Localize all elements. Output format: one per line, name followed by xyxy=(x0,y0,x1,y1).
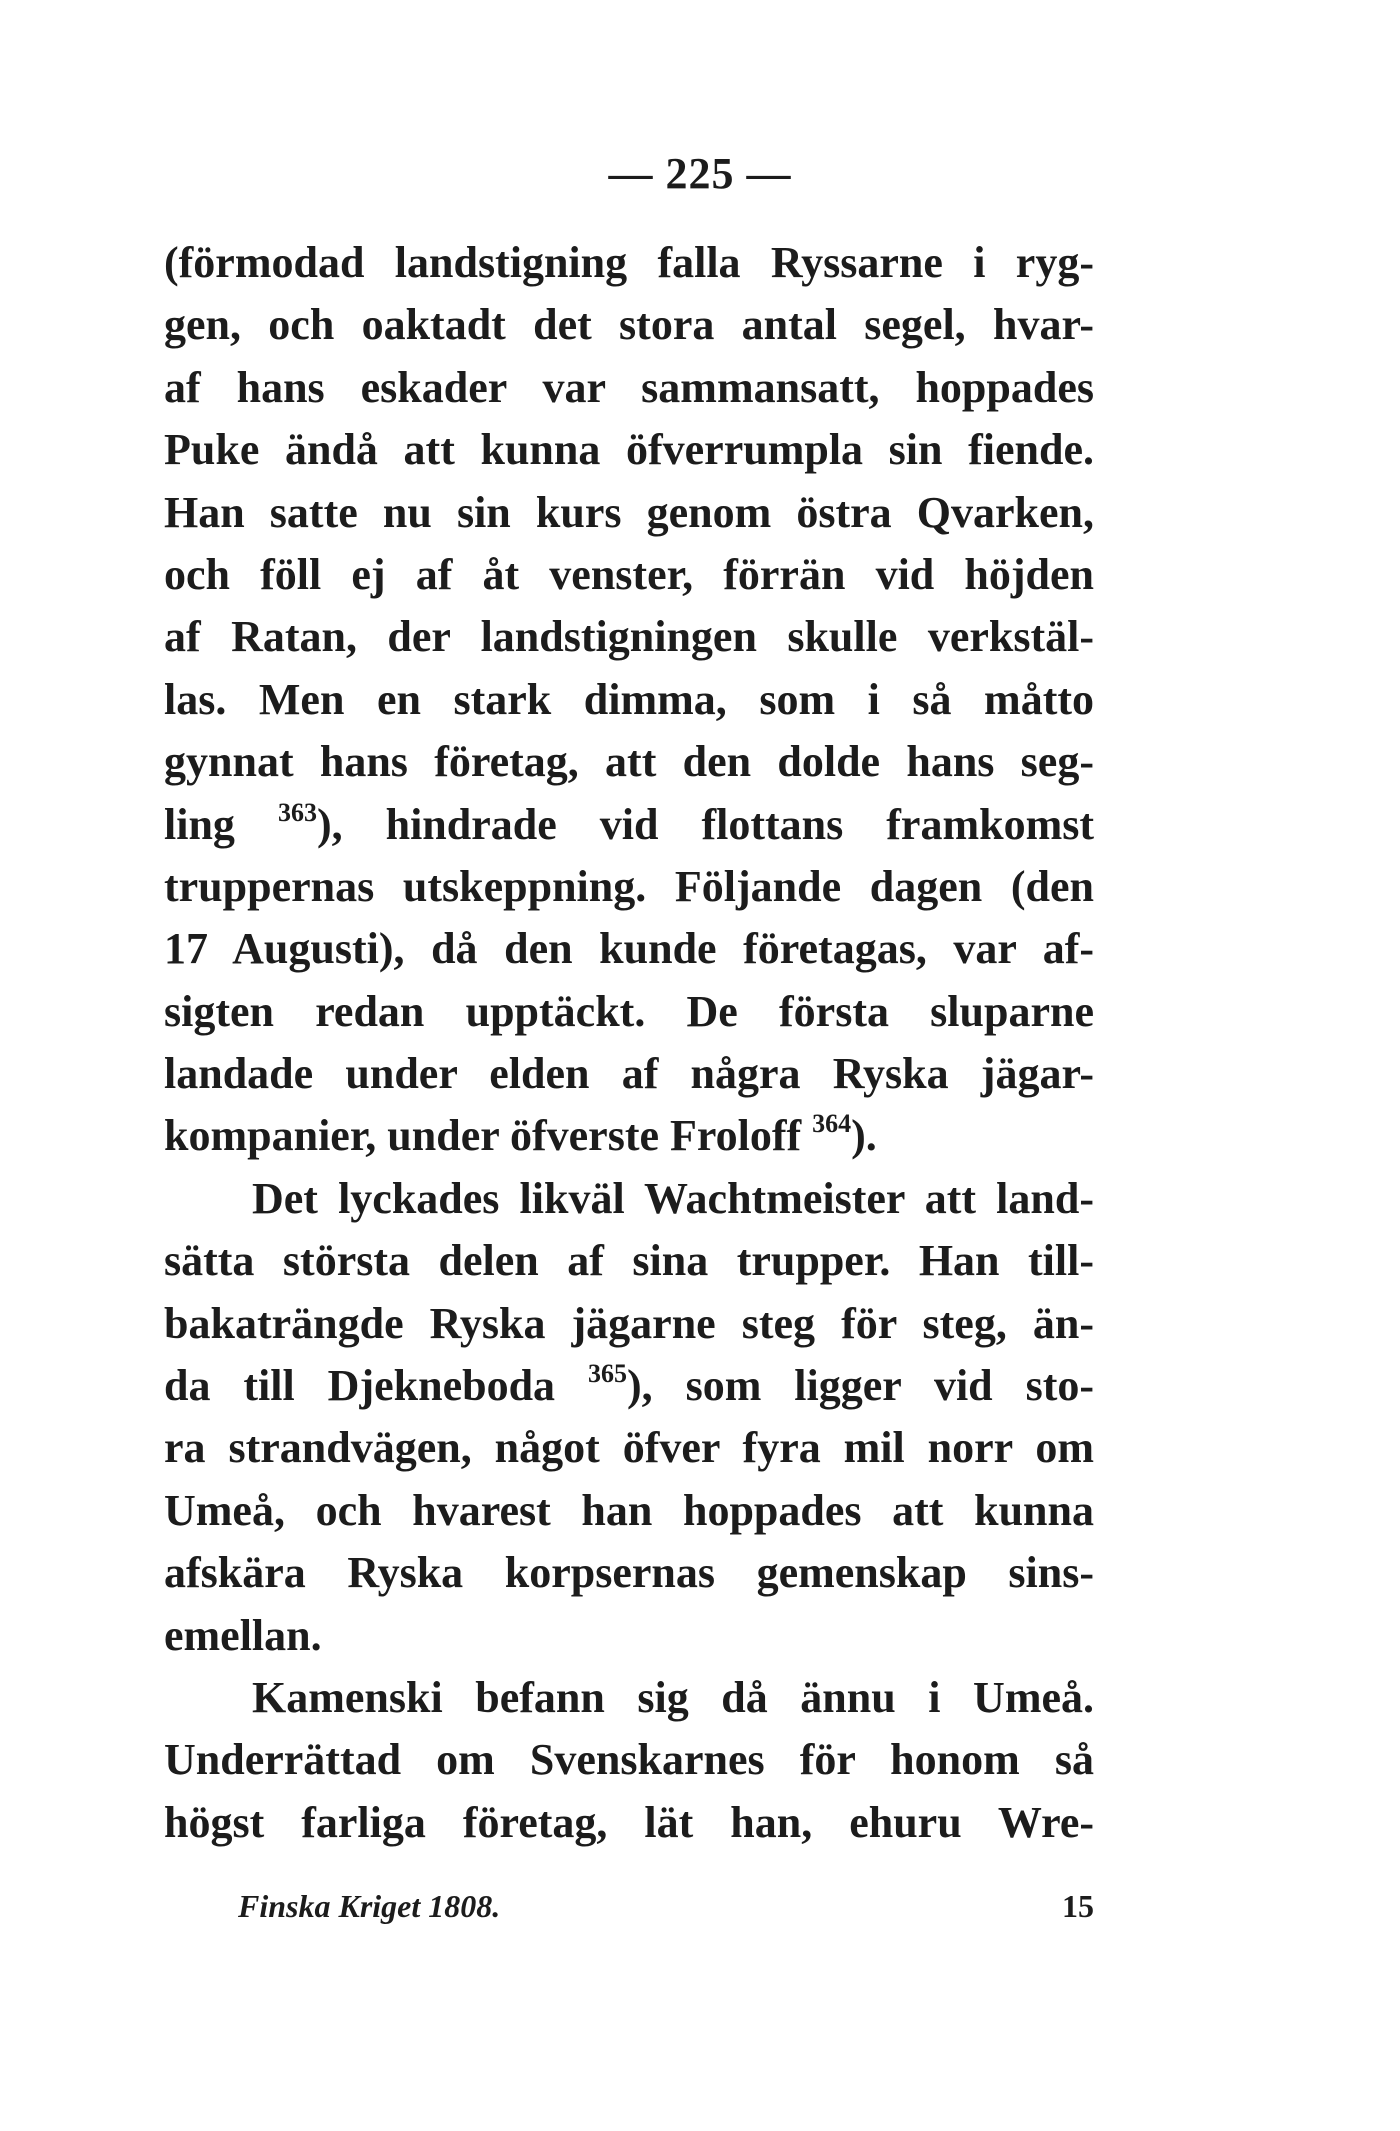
text-line: gen, och oaktadt det stora antal segel, hvar- xyxy=(164,300,1094,350)
text-line: sigten redan upptäckt. De första sluparne xyxy=(164,986,1094,1036)
text-line: sätta största delen af sina trupper. Han till- xyxy=(164,1236,1094,1286)
text-fragment: da till Djekneboda xyxy=(164,1361,556,1411)
page-number: — 225 — xyxy=(608,149,792,198)
text-line: landade under elden af några Ryska jägar- xyxy=(164,1049,1094,1099)
paragraph-start-line: Kamenski befann sig då ännu i Umeå. xyxy=(252,1672,1094,1722)
text-line: (förmodad landstigning falla Ryssarne i ryg- xyxy=(164,238,1094,287)
text-line: bakaträngde Ryska jägarne steg för steg, än- xyxy=(164,1298,1094,1348)
text-fragment: kompanier, under öfverste Froloff xyxy=(164,1111,802,1161)
footnote-reference: 365 xyxy=(587,1359,627,1389)
text-line: Umeå, och hvarest han hoppades att kunna xyxy=(164,1485,1094,1535)
text-line: och föll ej af åt venster, förrän vid höjden xyxy=(164,549,1094,599)
page-footer xyxy=(164,1888,1094,1938)
text-line-with-footnote xyxy=(164,1105,1094,1167)
text-fragment: ). xyxy=(851,1111,877,1161)
text-line: Underrättad om Svenskarnes för honom så xyxy=(164,1735,1094,1785)
book-title: Finska Kriget 1808. xyxy=(238,1888,501,1924)
text-line: emellan. xyxy=(164,1610,322,1660)
text-line: las. Men en stark dimma, som i så måtto xyxy=(164,674,1094,724)
text-line: gynnat hans företag, att den dolde hans seg- xyxy=(164,737,1094,787)
footnote-reference: 363 xyxy=(277,797,317,827)
body-text xyxy=(164,232,1094,1854)
text-line: af Ratan, der landstigningen skulle verkstäl- xyxy=(164,612,1094,662)
signature-mark: 15 xyxy=(1062,1888,1094,1924)
text-line: afskära Ryska korpsernas gemenskap sins- xyxy=(164,1548,1094,1598)
text-line-with-footnote xyxy=(164,794,1094,856)
text-line: truppernas utskeppning. Följande dagen (den xyxy=(164,861,1094,911)
text-line: af hans eskader var sammansatt, hoppades xyxy=(164,362,1094,412)
text-line: högst farliga företag, lät han, ehuru Wre- xyxy=(164,1797,1094,1847)
footnote-reference: 364 xyxy=(812,1109,852,1139)
text-fragment: ), hindrade vid flottans framkomst xyxy=(316,799,1094,849)
text-fragment: ling xyxy=(164,799,235,849)
text-fragment: ), som ligger vid sto- xyxy=(626,1361,1094,1411)
text-line: Han satte nu sin kurs genom östra Qvarken, xyxy=(164,487,1094,537)
paragraph-start-line: Det lyckades likväl Wachtmeister att land- xyxy=(252,1173,1094,1223)
text-line: ra strandvägen, något öfver fyra mil norr om xyxy=(164,1423,1094,1473)
text-line: 17 Augusti), då den kunde företagas, var af- xyxy=(164,924,1094,974)
text-line-with-footnote xyxy=(164,1355,1094,1417)
text-line: Puke ändå att kunna öfverrumpla sin fiende. xyxy=(164,425,1094,475)
